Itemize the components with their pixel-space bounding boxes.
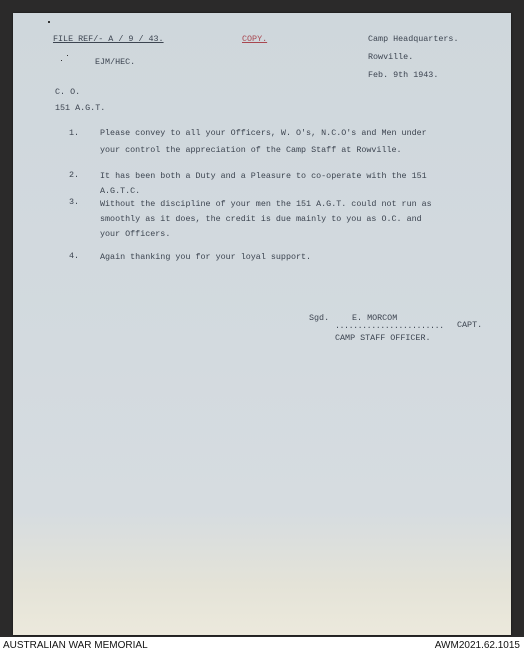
footer-accession-number: AWM2021.62.1015 [434, 640, 520, 651]
paragraph-line: It has been both a Duty and a Pleasure to co-operate with the 151 [100, 171, 427, 181]
copy-label: COPY. [242, 34, 268, 44]
file-reference: FILE REF/- A / 9 / 43. [53, 34, 164, 44]
paragraph-number: 1. [69, 128, 80, 138]
paragraph-line: A.G.T.C. [100, 186, 141, 196]
footer-institution: AUSTRALIAN WAR MEMORIAL [3, 640, 148, 651]
paragraph-number: 4. [69, 251, 80, 261]
addressee-line-1: C. O. [55, 87, 81, 97]
document-sheet [13, 13, 511, 635]
signatory-rank: CAPT. [457, 320, 483, 330]
addressee-line-2: 151 A.G.T. [55, 103, 106, 113]
paragraph-line: Without the discipline of your men the 151 A.G.T. could not run as [100, 199, 432, 209]
paragraph-line: smoothly as it does, the credit is due mainly to you as O.C. and [100, 214, 422, 224]
paragraph-number: 3. [69, 197, 80, 207]
signed-label: Sgd. [309, 313, 330, 323]
footer-bar [0, 637, 524, 653]
signature-dotted-line: ........................ [335, 321, 444, 331]
hq-line-2: Rowville. [368, 52, 414, 62]
paragraph-line: Please convey to all your Officers, W. O's, N.C.O's and Men under [100, 128, 427, 138]
typist-reference: EJM/HEC. [95, 57, 136, 67]
punch-mark [61, 60, 62, 61]
paragraph-line: your control the appreciation of the Camp Staff at Rowville. [100, 145, 402, 155]
paragraph-line: your Officers. [100, 229, 171, 239]
paragraph-line: Again thanking you for your loyal support. [100, 252, 312, 262]
signatory-name: E. MORCOM [352, 313, 398, 323]
letter-date: Feb. 9th 1943. [368, 70, 439, 80]
signatory-title: CAMP STAFF OFFICER. [335, 333, 431, 343]
punch-mark [67, 55, 68, 56]
hq-line-1: Camp Headquarters. [368, 34, 459, 44]
punch-mark [48, 21, 50, 23]
paragraph-number: 2. [69, 170, 80, 180]
